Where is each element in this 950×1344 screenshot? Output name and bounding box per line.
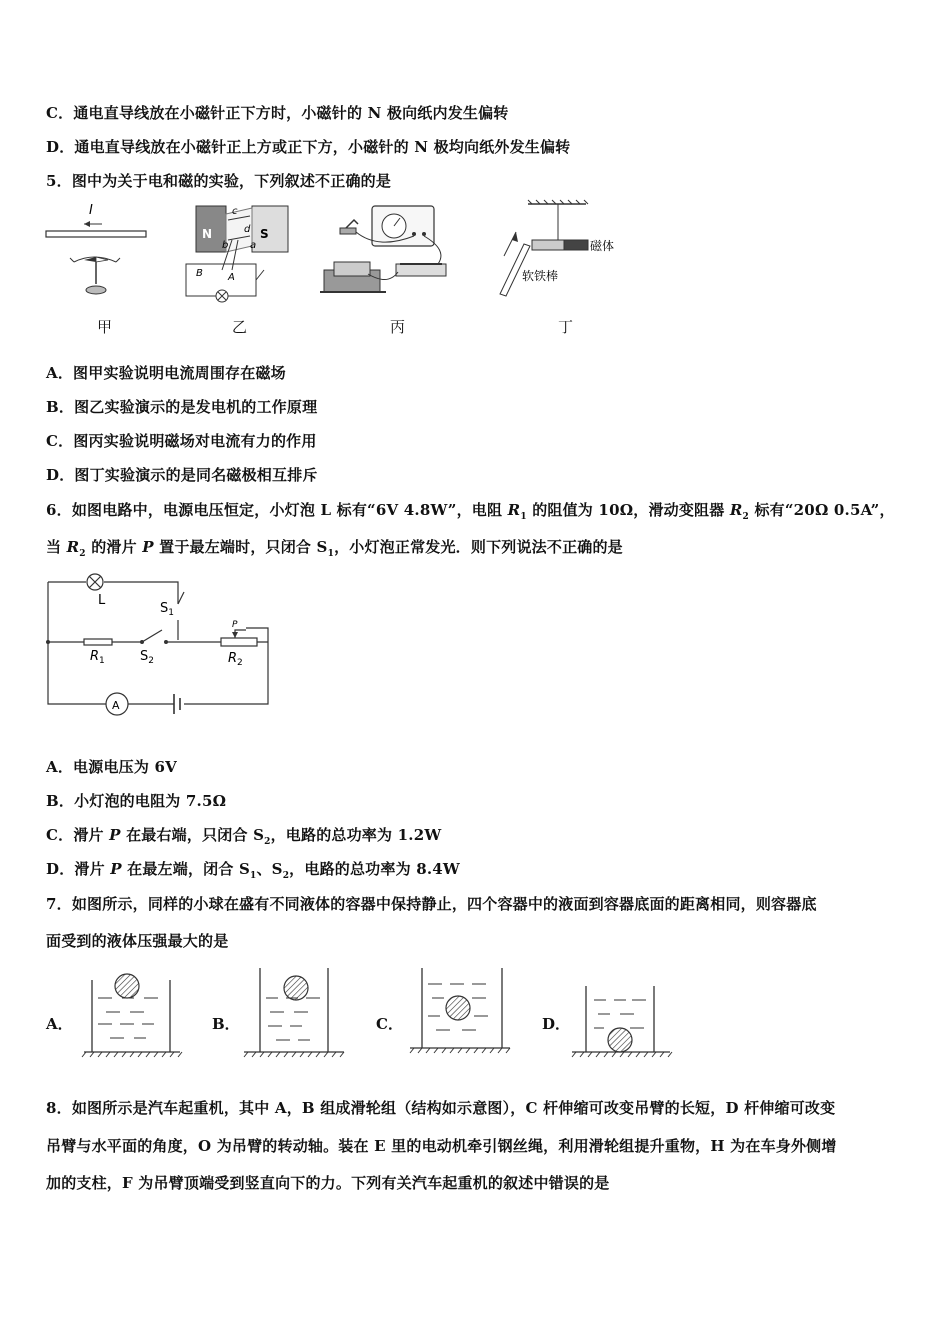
slider-p-label: P — [232, 620, 238, 630]
q7-container-c — [406, 964, 514, 1056]
q6-option-c: C．滑片 P 在最右端，只闭合 $S_2$，电路的总功率为 1.2W — [46, 826, 442, 847]
q7-container-a — [80, 968, 184, 1058]
label-d: d — [244, 224, 251, 235]
q7-stem-line1: 7．如图所示，同样的小球在盛有不同液体的容器中保持静止，四个容器中的液面到容器底面的距离相同，则容器底 — [46, 895, 817, 913]
q5-stem: 5．图中为关于电和磁的实验，下列叙述不正确的是 — [46, 172, 392, 190]
caption-yi: 乙 — [232, 318, 248, 336]
lamp-label: L — [98, 593, 106, 608]
q5-option-c: C．图丙实验说明磁场对电流有力的作用 — [46, 432, 317, 450]
r2-label: $R_2$ — [228, 651, 243, 668]
ammeter-label: A — [112, 699, 120, 712]
q5-figure-ding — [494, 200, 634, 310]
q6-stem-line1: 6．如图电路中，电源电压恒定，小灯泡 L 标有“6V 4.8W”，电阻 $R_1$ 的阻值为 10Ω，滑动变阻器 $R_2$ 标有“20Ω 0.5A”， — [46, 501, 895, 522]
q5-option-a: A．图甲实验说明电流周围存在磁场 — [46, 364, 286, 382]
caption-bing: 丙 — [390, 318, 406, 336]
label-a-small: a — [250, 240, 257, 251]
q6-circuit — [46, 574, 276, 724]
caption-jia: 甲 — [97, 318, 113, 336]
s2-label: $S_2$ — [140, 649, 154, 666]
q5-figure-bing — [318, 200, 458, 310]
q5-option-d: D．图丁实验演示的是同名磁极相互排斥 — [46, 466, 318, 484]
caption-ding: 丁 — [558, 318, 574, 336]
n-pole-label: N — [202, 227, 213, 241]
q6-option-b: B．小灯泡的电阻为 7.5Ω — [46, 792, 227, 810]
q7-container-b — [240, 964, 346, 1058]
q7-container-d — [570, 972, 676, 1060]
q4-option-d: D．通电直导线放在小磁针正上方或正下方，小磁针的 N 极均向纸外发生偏转 — [46, 138, 571, 156]
s1-label: $S_1$ — [160, 601, 174, 618]
current-label: I — [89, 203, 93, 218]
r1-label: $R_1$ — [90, 649, 105, 666]
q7-label-d: D． — [542, 1015, 571, 1033]
q6-stem-line2: 当 $R_2$ 的滑片 P 置于最左端时，只闭合 $S_1$，小灯泡正常发光．则下列说法不正确的是 — [46, 538, 623, 559]
q6-option-d: D．滑片 P 在最左端，闭合 $S_1$、$S_2$，电路的总功率为 8.4W — [46, 860, 460, 881]
q7-label-a: A． — [46, 1015, 73, 1033]
iron-rod-label: 软铁棒 — [522, 269, 559, 283]
label-A: A — [228, 272, 235, 283]
q6-option-a: A．电源电压为 6V — [46, 758, 177, 776]
q4-option-c: C．通电直导线放在小磁针正下方时，小磁针的 N 极向纸内发生偏转 — [46, 104, 509, 122]
q8-stem-line1: 8．如图所示是汽车起重机，其中 A，B 组成滑轮组（结构如示意图），C 杆伸缩可改变吊臂的长短，D 杆伸缩可改变 — [46, 1099, 836, 1117]
q7-label-b: B． — [212, 1015, 240, 1033]
q8-stem-line2: 吊臂与水平面的角度，O 为吊臂的转动轴。装在 E 里的电动机牵引钢丝绳，利用滑轮组提升重物，H 为在车身外侧增 — [46, 1137, 837, 1155]
magnet-label: 磁体 — [590, 239, 615, 253]
q7-label-c: C． — [376, 1015, 403, 1033]
q8-stem-line3: 加的支柱，F 为吊臂顶端受到竖直向下的力。下列有关汽车起重机的叙述中错误的是 — [46, 1174, 610, 1192]
q5-option-b: B．图乙实验演示的是发电机的工作原理 — [46, 398, 318, 416]
label-B: B — [196, 268, 203, 279]
q5-figure-yi — [182, 200, 302, 310]
q7-stem-line2: 面受到的液体压强最大的是 — [46, 932, 229, 950]
label-c: c — [232, 206, 238, 217]
s-pole-label: S — [260, 227, 269, 241]
label-b-small: b — [222, 240, 229, 251]
q5-figure-jia — [44, 200, 154, 310]
